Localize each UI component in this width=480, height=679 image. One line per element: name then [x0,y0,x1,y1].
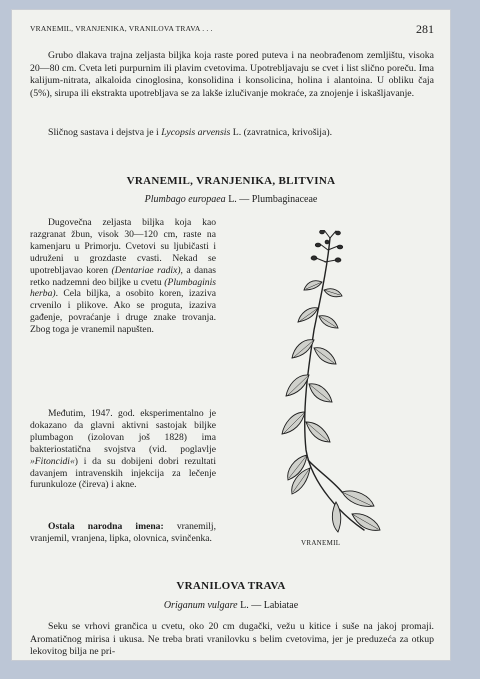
family-name-2: L. — Labiatae [240,600,299,611]
desc-part-e: . Cela biljka, a osobito koren, izaziva crvenilo i plikove. Ako se proguta, izaziva gađenje, povraćanje i druge znake trovanja. Zbog toga je vranemil napušten. [30,288,216,336]
desc-drug-root: (Dentariae radix) [111,264,181,276]
desc-drug-herb: (Plumbaginis herba) [30,276,216,300]
intro-similar-prefix: Sličnog sastava i dejstva je i [48,127,159,138]
vranemil-description [30,217,216,336]
family-name: L. — Plumbaginaceae [228,194,318,205]
intro-species: Lycopsis arvensis [161,127,231,138]
illustration-caption: VRANEMIL [301,539,341,547]
intro-paragraph [30,50,434,101]
section-subtitle-vranemil [12,194,450,205]
section-title-vranilova: VRANILOVA TRAVA [176,580,286,592]
other-names-label: Ostala narodna imena: [48,521,164,532]
desc-part-a: Dugovečna zeljasta biljka koja kao razgranat žbun, visok 30—120 cm, raste na kamenjaru u Primorju. Cvetovi su ljubičasti i udruženi u grozdaste cvasti. Nekad se upotrebljavao koren [30,217,216,276]
other-names-list: vranemilj, vranjemil, vranjena, lipka, olovnica, svinčenka. [30,521,216,544]
section-subtitle-vranilova [12,600,450,611]
running-head: VRANEMIL, VRANJENIKA, VRANILOVA TRAVA . . . [30,24,213,33]
vranemil-other-names [30,521,216,545]
intro-similar-suffix: L. (zavratnica, krivošija). [232,127,333,138]
section-title-vranemil: VRANEMIL, VRANJENIKA, BLITVINA [126,175,336,187]
latin-name: Plumbago europaea [144,194,226,205]
research-part-c: ) i da su dobijeni dobri rezultati davanjem intravenskih injekcija za lečenje furunkuloze (čireva) i akne. [30,455,216,491]
plant-illustration [272,230,412,540]
research-chapter: »Fitoncidi« [30,455,75,467]
vranilova-text: Seku se vrhovi grančica u cvetu, oko 20 cm dugački, vežu u kitice i suše na jakoj promaji. Aromatičnog mirisa i ukusa. Ne treba brati vranilovku s belim cvetovima, jer je preduzeća za otkup lekovitog bilja ne pri- [30,621,434,658]
vranemil-research [30,408,216,491]
latin-name-2: Origanum vulgare [163,600,238,611]
book-page [12,10,450,660]
desc-part-c: , a danas retko nadzemni deo biljke u cvetu [30,264,216,288]
page-number: 281 [416,22,434,36]
vranilova-paragraph [30,621,434,659]
intro-similar-paragraph [30,127,434,140]
research-part-a: Međutim, 1947. god. eksperimentalno je dokazano da glavni aktivni sastojak biljke plumbagon (izolovan još 1828) ima bakteriostatična svojstva (vid. poglavlje [30,408,216,455]
intro-text: Grubo dlakava trajna zeljasta biljka koja raste pored puteva i na neobrađenom zemljištu, visoka 20—80 cm. Cveta leti purpurnim ili plavim cvetovima. Upotrebljavaju se cvet i list slično poreču. Ima kalijum-nitrata, alkaloida cinoglosina, konsolidina i konsolicina, holina i alantoina. U obliku čaja (5%), sirupa ili ekstrakta upotrebljava se za lakše izlučivanje mokraće, za znojenje i iskašljavanje. [30,50,434,100]
